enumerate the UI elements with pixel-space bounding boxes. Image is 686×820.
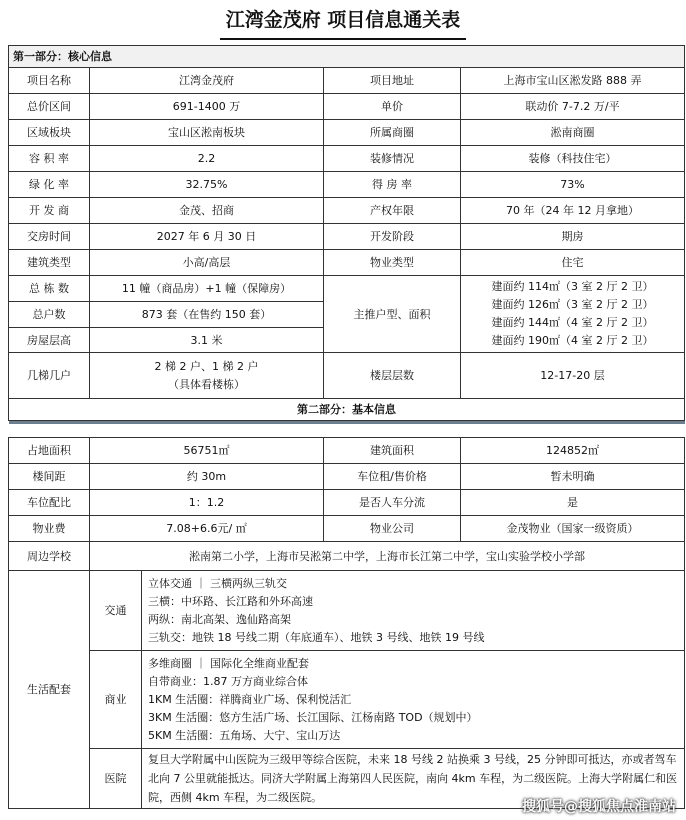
layout-list	[461, 276, 685, 353]
field-value: 联动价 7-7.2 万/平	[461, 94, 685, 120]
field-value: 淞南商圈	[461, 120, 685, 146]
total-buildings-value: 11 幢（商品房）+1 幢（保障房）	[90, 276, 324, 302]
field-label: 交房时间	[9, 224, 90, 250]
title-text: 江湾金茂府 项目信息通关表	[220, 2, 467, 40]
field-label: 车位租/售价格	[324, 464, 461, 490]
table-row	[9, 250, 685, 276]
table-row	[9, 94, 685, 120]
floors-value: 12-17-20 层	[461, 353, 685, 399]
field-value: 1：1.2	[90, 490, 324, 516]
field-label: 区域板块	[9, 120, 90, 146]
field-label: 项目名称	[9, 68, 90, 94]
table-row	[9, 516, 685, 542]
layout-label: 主推户型、面积	[324, 276, 461, 353]
page-title	[0, 0, 686, 40]
field-value: 32.75%	[90, 172, 324, 198]
field-label: 开 发 商	[9, 198, 90, 224]
table-row	[9, 120, 685, 146]
table-row	[9, 438, 685, 464]
field-value: 江湾金茂府	[90, 68, 324, 94]
field-label: 装修情况	[324, 146, 461, 172]
field-label: 产权年限	[324, 198, 461, 224]
field-value: 金茂、招商	[90, 198, 324, 224]
transport-label: 交通	[90, 571, 142, 651]
field-value: 73%	[461, 172, 685, 198]
layout-item: 建面约 114㎡（3 室 2 厅 2 卫）	[491, 280, 654, 293]
field-label: 车位配比	[9, 490, 90, 516]
field-value: 2.2	[90, 146, 324, 172]
field-label: 楼间距	[9, 464, 90, 490]
field-label: 建筑类型	[9, 250, 90, 276]
field-label: 是否人车分流	[324, 490, 461, 516]
field-label: 项目地址	[324, 68, 461, 94]
height-label: 房屋层高	[9, 328, 90, 353]
field-value: 70 年（24 年 12 月拿地）	[461, 198, 685, 224]
ladder-value	[90, 353, 324, 399]
field-label: 开发阶段	[324, 224, 461, 250]
layout-item: 建面约 190㎡（4 室 2 厅 2 卫）	[491, 334, 654, 347]
field-label: 物业公司	[324, 516, 461, 542]
hospital-label: 医院	[90, 749, 142, 809]
field-value: 691-1400 万	[90, 94, 324, 120]
commerce-label: 商业	[90, 651, 142, 749]
total-buildings-label: 总 栋 数	[9, 276, 90, 302]
layout-item: 建面约 144㎡（4 室 2 厅 2 卫）	[491, 316, 654, 329]
transport-line: 三横：中环路、长江路和外环高速	[148, 594, 313, 608]
units-value: 873 套（在售约 150 套）	[90, 302, 324, 328]
field-value: 住宅	[461, 250, 685, 276]
field-label: 建筑面积	[324, 438, 461, 464]
field-value: 暂未明确	[461, 464, 685, 490]
field-value: 7.08+6.6元/ ㎡	[90, 516, 324, 542]
field-label: 容 积 率	[9, 146, 90, 172]
table-row	[9, 172, 685, 198]
table-row	[9, 198, 685, 224]
core-info-table	[8, 45, 685, 424]
commerce-line: 1KM 生活圈：祥腾商业广场、保利悦活汇	[148, 692, 352, 706]
transport-lines	[142, 571, 685, 651]
field-value: 是	[461, 490, 685, 516]
schools-value: 淞南第二小学，上海市吴淞第二中学，上海市长江第二中学，宝山实验学校小学部	[90, 542, 685, 571]
transport-line: 三轨交：地铁 18 号线二期（年底通车）、地铁 3 号线、地铁 19 号线	[148, 630, 485, 644]
field-label: 单价	[324, 94, 461, 120]
table-row	[9, 490, 685, 516]
field-label: 占地面积	[9, 438, 90, 464]
section2-header: 第二部分：基本信息	[9, 399, 685, 421]
field-value: 小高/高层	[90, 250, 324, 276]
height-value: 3.1 米	[90, 328, 324, 353]
field-value: 金茂物业（国家一级资质）	[461, 516, 685, 542]
field-label: 绿 化 率	[9, 172, 90, 198]
field-label: 物业费	[9, 516, 90, 542]
field-value: 上海市宝山区淞发路 888 弄	[461, 68, 685, 94]
field-label: 总价区间	[9, 94, 90, 120]
field-value: 装修（科技住宅）	[461, 146, 685, 172]
table-row	[9, 146, 685, 172]
section1-header: 第一部分：核心信息	[9, 46, 685, 68]
field-value: 期房	[461, 224, 685, 250]
table-row	[9, 224, 685, 250]
facilities-table	[8, 570, 685, 809]
life-label: 生活配套	[9, 571, 90, 809]
basic-info-table	[8, 437, 685, 571]
field-value: 2027 年 6 月 30 日	[90, 224, 324, 250]
units-label: 总户数	[9, 302, 90, 328]
ladder-label: 几梯几户	[9, 353, 90, 399]
commerce-line: 5KM 生活圈：五角场、大宁、宝山万达	[148, 728, 341, 742]
transport-line: 两纵：南北高架、逸仙路高架	[148, 612, 291, 626]
ladder-line2: （具体看楼栋）	[168, 377, 245, 391]
transport-line: 立体交通 ｜ 三横两纵三轨交	[148, 576, 287, 590]
field-value: 124852㎡	[461, 438, 685, 464]
field-label: 所属商圈	[324, 120, 461, 146]
table-row	[9, 68, 685, 94]
field-value: 56751㎡	[90, 438, 324, 464]
watermark: 搜狐号@搜狐焦点淮南站	[522, 799, 676, 815]
ladder-line1: 2 梯 2 户、1 梯 2 户	[154, 359, 259, 373]
commerce-lines	[142, 651, 685, 749]
floors-label: 楼层层数	[324, 353, 461, 399]
section-divider	[9, 421, 685, 425]
field-label: 物业类型	[324, 250, 461, 276]
commerce-line: 多维商圈 ｜ 国际化全维商业配套	[148, 656, 309, 670]
layout-item: 建面约 126㎡（3 室 2 厅 2 卫）	[491, 298, 654, 311]
field-value: 约 30m	[90, 464, 324, 490]
hospital-text: 复旦大学附属中山医院为三级甲等综合医院，未来 18 号线 2 站换乘 3 号线，25 分钟即可抵达，亦或者驾车北向 7 公里就能抵达。同济大学附属上海第四人民医院，南向 4km 车程，为二级医院。上海大学附属仁和医院，西侧 4km 车程，为二级医院。	[142, 749, 685, 809]
schools-label: 周边学校	[9, 542, 90, 571]
commerce-line: 3KM 生活圈：悠方生活广场、长江国际、江杨南路 TOD（规划中）	[148, 710, 478, 724]
field-label: 得 房 率	[324, 172, 461, 198]
field-value: 宝山区淞南板块	[90, 120, 324, 146]
commerce-line: 自带商业：1.87 万方商业综合体	[148, 674, 308, 688]
table-row	[9, 464, 685, 490]
